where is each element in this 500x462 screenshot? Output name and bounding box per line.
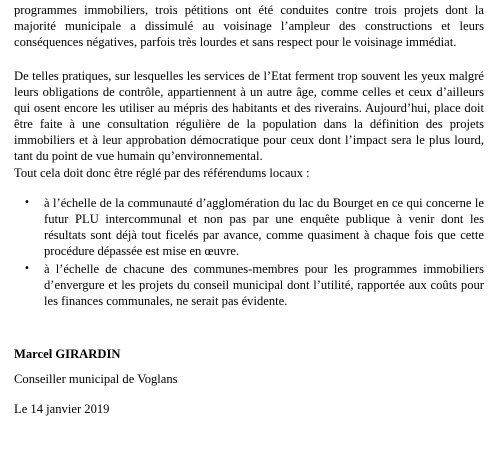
bullet-icon: • [24,197,30,208]
paragraph-pratiques: De telles pratiques, sur lesquelles les services de l’Etat ferment trop souvent les yeux malgré leurs obligations de contrôle, appartiennent à un autre âge, comme celles et ceux d’ailleurs qui osent encore les utiliser au mépris des habitants et des riverains. Aujourd’hui, place doit être faite à une consultation régulière de la population dans la définition des projets immobiliers et à leur approbation démocratique pour ceux dont l’impact sera le plus lourd, tant du point de vue humain qu’environnemental. [14,69,484,163]
paragraph-referendums-intro: Tout cela doit donc être réglé par des référendums locaux : [14,166,310,180]
signature-date: Le 14 janvier 2019 [14,402,110,416]
paragraph-programmes-immobiliers: programmes immobiliers, trois pétitions ont été conduites contre trois projets dont la majorité municipale a dissimulé au voisinage l’ampleur des constructions et leurs conséquences négatives, parfois très lourdes et sans respect pour le voisinage immédiat. [14,3,484,49]
signature-role: Conseiller municipal de Voglans [14,372,178,386]
bullet-text-communes: à l’échelle de chacune des communes-membres pour les programmes immobiliers d’envergure et les projets du conseil municipal dont l’utilité, rapportée aux coûts pour les finances communales, ne serait pas évidente. [44,262,484,308]
signature-name: Marcel GIRARDIN [14,347,121,361]
bullet-icon: • [24,263,30,274]
bullet-text-agglomeration: à l’échelle de la communauté d’agglomération du lac du Bourget en ce qui concerne le futur PLU intercommunal et non pas par une enquête publique à venir dont les résultats sont déjà tout ficelés par avance, comme quasiment à chaque fois que cette procédure dépassée est mise en œuvre. [44,196,484,258]
